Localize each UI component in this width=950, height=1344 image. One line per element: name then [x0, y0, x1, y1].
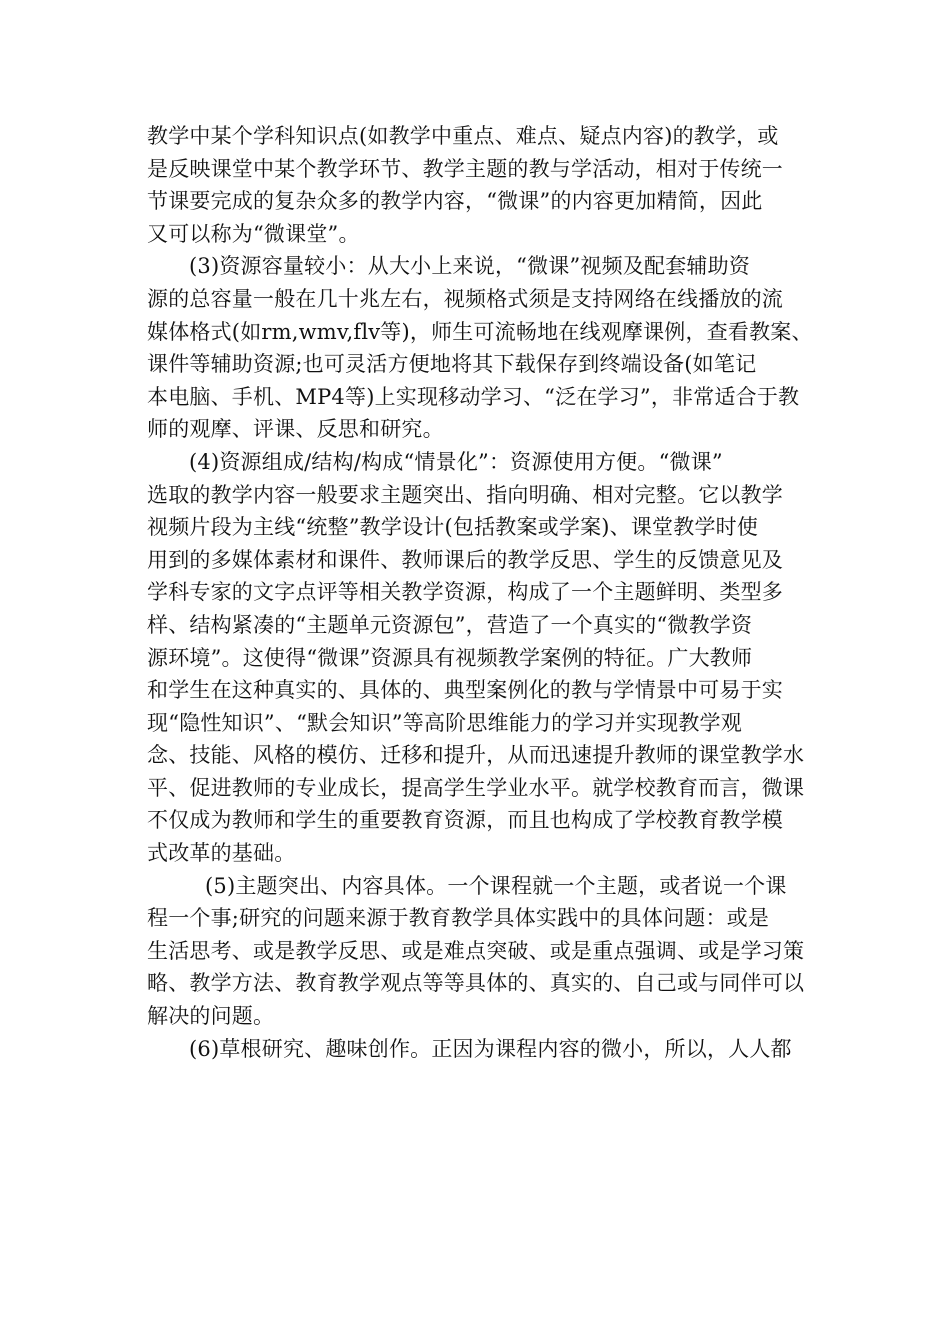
text-line: (6)草根研究、趣味创作。正因为课程内容的微小，所以，人人都 [189, 1036, 792, 1061]
text-line: 媒体格式(如rm,wmv,flv等)，师生可流畅地在线观摩课例，查看教案、 [147, 319, 813, 344]
paragraph-4 [147, 446, 807, 870]
paragraph-5 [147, 870, 807, 1033]
text-line: 式改革的基础。 [147, 841, 296, 866]
text-line: 源环境”。这使得“微课”资源具有视频教学案例的特征。广大教师 [147, 645, 753, 670]
text-line: 学科专家的文字点评等相关教学资源，构成了一个主题鲜明、类型多 [147, 580, 783, 605]
text-line: 视频片段为主线“统整”教学设计(包括教案或学案)、课堂教学时使 [147, 515, 759, 540]
text-line: 用到的多媒体素材和课件、教师课后的教学反思、学生的反馈意见及 [147, 547, 783, 572]
text-line: 现“隐性知识”、“默会知识”等高阶思维能力的学习并实现教学观 [147, 710, 742, 735]
text-line: (5)主题突出、内容具体。一个课程就一个主题，或者说一个课 [205, 873, 787, 898]
text-line: 略、教学方法、教育教学观点等等具体的、真实的、自己或与同伴可以 [147, 971, 805, 996]
text-line: 样、结构紧凑的“主题单元资源包”，营造了一个真实的“微教学资 [147, 612, 753, 637]
text-line: 程一个事;研究的问题来源于教育教学具体实践中的具体问题：或是 [147, 906, 770, 931]
text-line: (3)资源容量较小：从大小上来说，“微课”视频及配套辅助资 [189, 254, 751, 279]
paragraph-3 [147, 250, 813, 446]
text-line: 不仅成为教师和学生的重要教育资源，而且也构成了学校教育教学模 [147, 808, 783, 833]
text-line: 解决的问题。 [147, 1004, 275, 1029]
text-line: 生活思考、或是教学反思、或是难点突破、或是重点强调、或是学习策 [147, 938, 805, 963]
text-line: (4)资源组成/结构/构成“情景化”：资源使用方便。“微课” [189, 449, 723, 474]
document-body [147, 120, 813, 1065]
text-line: 节课要完成的复杂众多的教学内容，“微课”的内容更加精简，因此 [147, 189, 763, 214]
text-line: 是反映课堂中某个教学环节、教学主题的教与学活动，相对于传统一 [147, 156, 783, 181]
text-line: 念、技能、风格的模仿、迁移和提升，从而迅速提升教师的课堂教学水 [147, 743, 805, 768]
text-line: 选取的教学内容一般要求主题突出、指向明确、相对完整。它以教学 [147, 482, 783, 507]
text-line: 和学生在这种真实的、具体的、典型案例化的教与学情景中可易于实 [147, 678, 783, 703]
text-line: 师的观摩、评课、反思和研究。 [147, 417, 444, 442]
text-line: 教学中某个学科知识点(如教学中重点、难点、疑点内容)的教学，或 [147, 124, 779, 148]
text-line: 本电脑、手机、MP4等)上实现移动学习、“泛在学习”，非常适合于教 [147, 384, 800, 409]
text-line: 平、促进教师的专业成长，提高学生学业水平。就学校教育而言，微课 [147, 775, 805, 800]
paragraph-6 [147, 1033, 807, 1066]
text-line: 源的总容量一般在几十兆左右，视频格式须是支持网络在线播放的流 [147, 286, 783, 311]
text-line: 又可以称为“微课堂”。 [147, 221, 360, 246]
paragraph-intro [147, 120, 807, 250]
text-line: 课件等辅助资源;也可灵活方便地将其下载保存到终端设备(如笔记 [147, 352, 757, 377]
